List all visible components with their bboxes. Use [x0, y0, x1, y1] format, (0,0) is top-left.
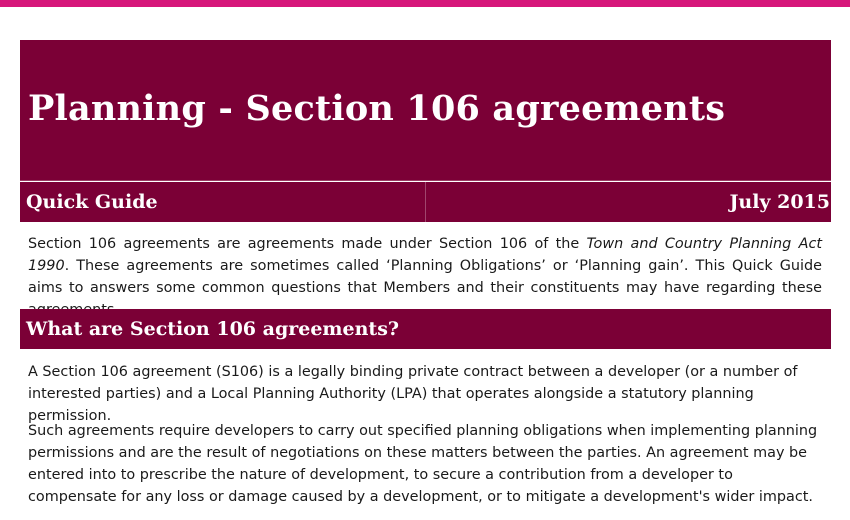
subtitle-banner [20, 182, 831, 222]
page-title: Planning - Section 106 agreements [28, 88, 726, 129]
body-paragraph: A Section 106 agreement (S106) is a legally binding private contract between a developer (or a number of interested parties) and a Local Planning Authority (LPA) that operates alongside a statutory planning permission. [28, 364, 798, 424]
section-heading: What are Section 106 agreements? [26, 318, 400, 340]
title-banner [20, 40, 831, 181]
act-name: Town and Country Planning Act 1990 [28, 236, 822, 274]
section-heading-banner [20, 309, 831, 349]
intro-paragraph [28, 233, 822, 321]
publication-date: July 2015 [729, 191, 830, 213]
body-paragraph: Such agreements require developers to carry out specified planning obligations when implementing planning permissions and are the result of negotiations on these matters between the parties. An agreement may be entered into to prescribe the nature of development, to secure a contribution from a developer to compensate for any loss or damage caused by a development, or to mitigate a development's wider impact. [28, 423, 818, 505]
intro-text-part2: . These agreements are sometimes called ‘Planning Obligations’ or ‘Planning gain’. This Quick Guide aims to answers some common questions that Members and their constituents may have regarding these [28, 258, 822, 296]
banner-divider [425, 182, 426, 222]
top-accent-strip [0, 0, 850, 7]
doc-type-label: Quick Guide [26, 191, 158, 213]
intro-text-part1: Section 106 agreements are agreements made under Section 106 of the [28, 236, 587, 252]
